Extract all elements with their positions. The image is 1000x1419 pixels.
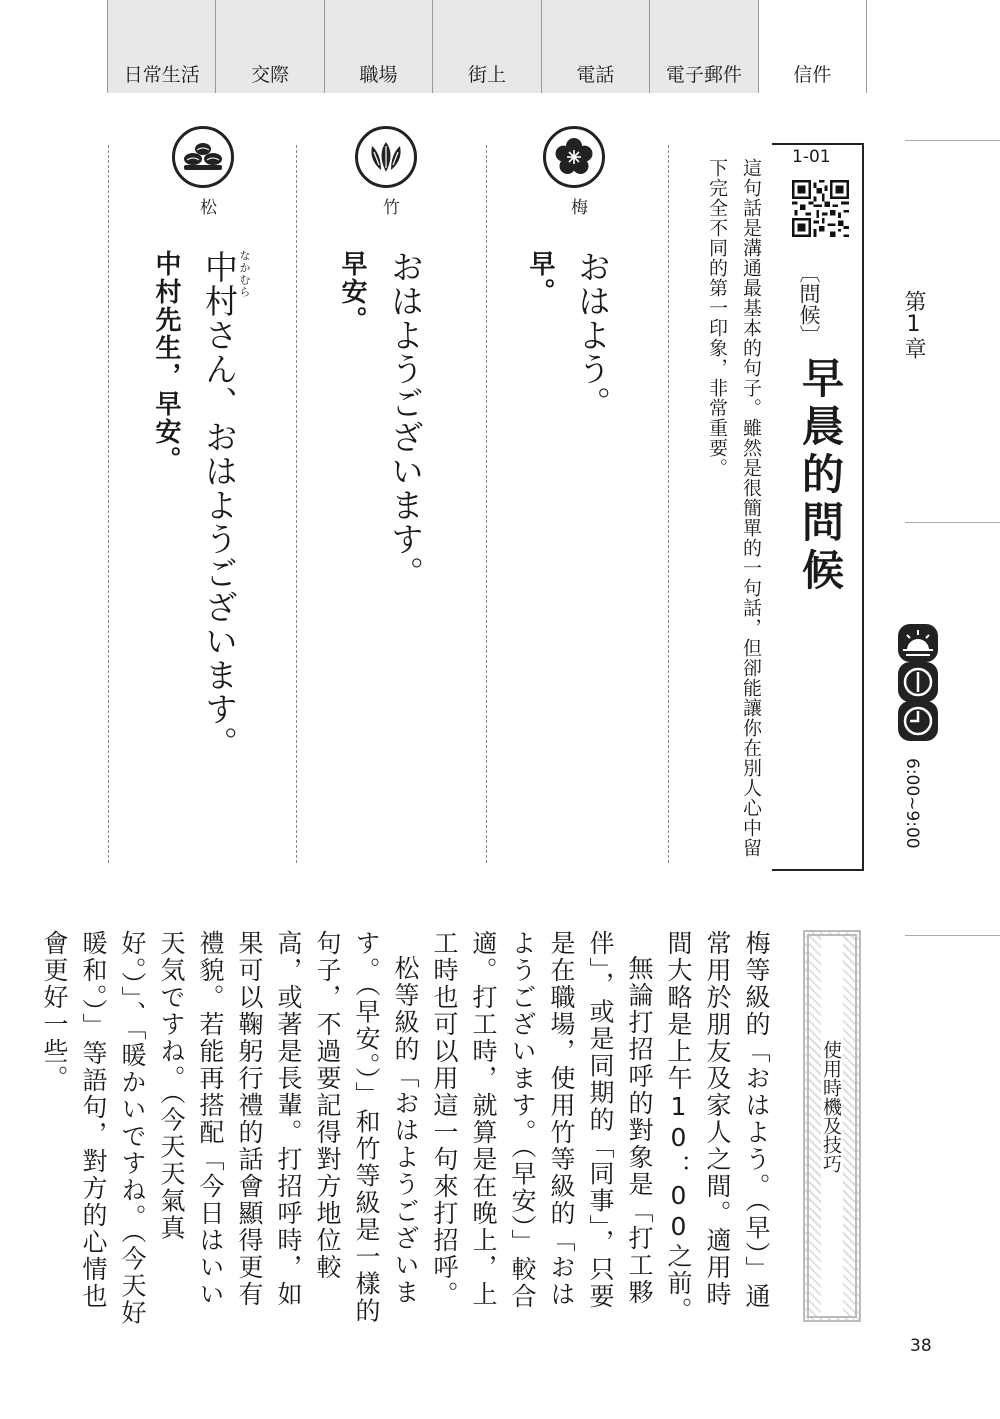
qr-code-icon[interactable] [792, 180, 849, 237]
tab-daily-life[interactable]: 日常生活 [107, 0, 216, 93]
furigana-nakamura: なかむら [238, 250, 251, 298]
column-divider [296, 145, 297, 863]
japanese-phrase-pine: 中村さん、おはようございます。 [200, 250, 239, 760]
margin-divider [905, 935, 1000, 936]
page-number: 38 [910, 1336, 932, 1356]
tab-social[interactable]: 交際 [216, 0, 324, 93]
level-label-bamboo: 竹 [379, 198, 399, 215]
tab-letter[interactable]: 信件 [759, 0, 867, 93]
japanese-phrase-plum: おはよう。 [573, 250, 612, 420]
column-divider [108, 145, 109, 863]
chinese-translation-plum: 早。 [525, 250, 555, 306]
lesson-title: 早晨的問候 [796, 356, 845, 596]
margin-divider [905, 522, 1000, 523]
chinese-translation-pine: 中村先生，早安。 [151, 250, 181, 474]
margin-divider [905, 140, 1000, 141]
plum-blossom-icon [543, 126, 605, 188]
tips-paragraph: 無論打招呼的對象是「打工夥伴」，或是同期的「同事」，只要是在職場，使用竹等級的「おはようございます。（早安）」較合適。打工時，就算是在晚上，上工時也可以用這一句來打招呼。 [430, 930, 654, 1310]
column-divider [486, 145, 487, 863]
chapter-label: 第1章 [901, 290, 926, 359]
lesson-category: 〔問候〕 [797, 262, 821, 346]
level-label-pine: 松 [196, 198, 216, 215]
tips-label: 使用時機及技巧 [820, 1040, 842, 1173]
sunrise-icon [898, 624, 938, 666]
clock-icon [898, 701, 938, 745]
column-divider [668, 145, 669, 863]
tab-workplace[interactable]: 職場 [325, 0, 433, 93]
section-tabs [107, 0, 867, 93]
lesson-number: 1-01 [792, 147, 831, 167]
pine-icon [172, 126, 234, 188]
tips-body [40, 930, 776, 1330]
clock-icon [898, 662, 938, 706]
tips-paragraph: 松等級的「おはようございます。（早安。）」和竹等級是一樣的句子，不過要記得對方地位較高，或著是長輩。打招呼時，如果可以鞠躬行禮的話會顯得更有禮貌。若能再搭配「今日はいい天気ですね。（今天天氣真好。）」、「暖かいですね。（今天好暖和。）」等語句，對方的心情也會更好一些。 [40, 930, 420, 1327]
tab-street[interactable]: 街上 [433, 0, 541, 93]
tab-email[interactable]: 電子郵件 [650, 0, 758, 93]
time-range: 6:00~9:00 [902, 758, 922, 849]
japanese-phrase-bamboo: おはようございます。 [386, 250, 425, 590]
chinese-translation-bamboo: 早安。 [337, 250, 367, 334]
level-label-plum: 梅 [567, 198, 587, 215]
tab-phone[interactable]: 電話 [542, 0, 650, 93]
bamboo-icon [355, 126, 417, 188]
tips-paragraph: 梅等級的「おはよう。（早）」通常用於朋友及家人之間。適用時間大略是上午10：00之前。 [664, 930, 771, 1324]
lesson-description: 這句話是溝通最基本的句子。雖然是很簡單的一句話，但卻能讓你在別人心中留下完全不同的第一印象，非常重要。 [706, 158, 762, 858]
